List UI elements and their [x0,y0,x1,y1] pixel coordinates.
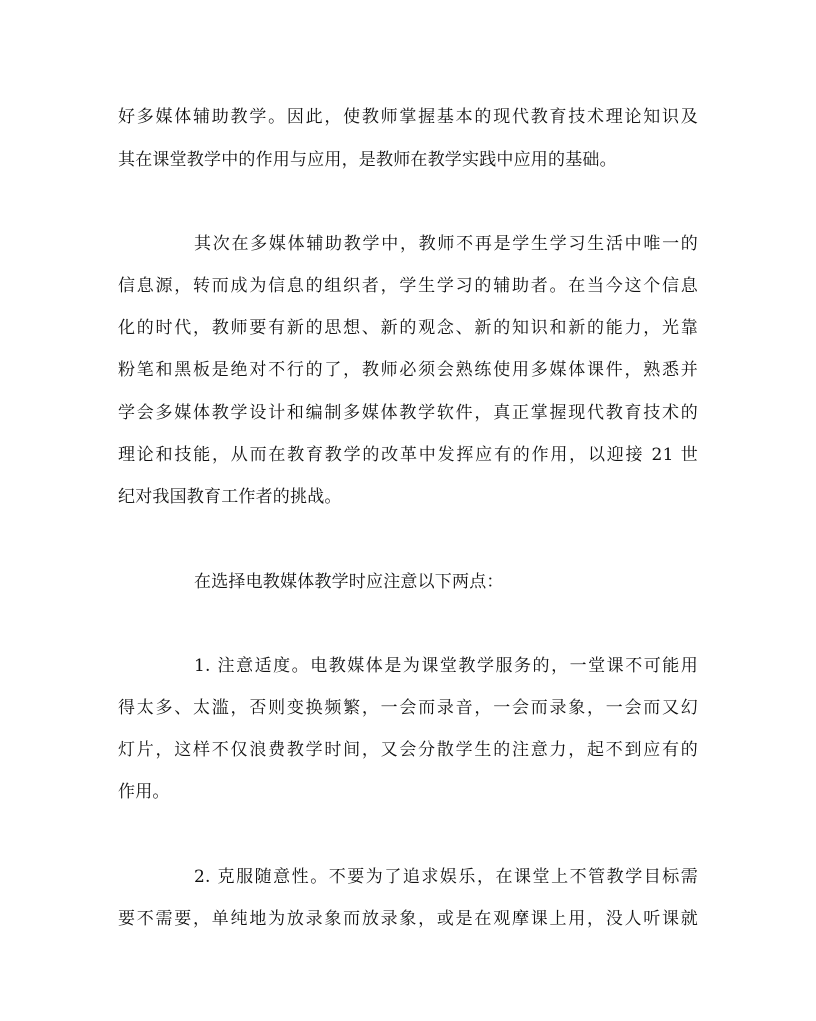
paragraph-4-line-1: 1. 注意适度。电教媒体是为课堂教学服务的，一堂课不可能用 [194,656,698,676]
paragraph-2-line-4: 粉笔和黑板是绝对不行的了，教师必须会熟练使用多媒体课件，熟悉并 [118,360,698,380]
paragraph-1-line-2: 其在课堂教学中的作用与应用，是教师在教学实践中应用的基础。 [118,150,617,170]
paragraph-2-line-2: 信息源，转而成为信息的组织者，学生学习的辅助者。在当今这个信息 [118,276,698,296]
paragraph-4-line-2: 得太多、太滥，否则变换频繁，一会而录音，一会而录象，一会而又幻 [118,698,698,718]
paragraph-3-line-1: 在选择电教媒体教学时应注意以下两点： [194,572,504,592]
paragraph-4-line-4: 作用。 [118,782,170,802]
paragraph-2-line-7: 纪对我国教育工作者的挑战。 [118,487,342,507]
paragraph-5-line-2: 要不需要，单纯地为放录象而放录象，或是在观摩课上用，没人听课就 [118,909,698,929]
paragraph-4-line-3: 灯片，这样不仅浪费教学时间，又会分散学生的注意力，起不到应有的 [118,740,698,760]
paragraph-2-line-5: 学会多媒体教学设计和编制多媒体教学软件，真正掌握现代教育技术的 [118,403,698,423]
paragraph-5-line-1: 2. 克服随意性。不要为了追求娱乐，在课堂上不管教学目标需 [194,867,698,887]
paragraph-2-line-1: 其次在多媒体辅助教学中，教师不再是学生学习生活中唯一的 [194,234,698,254]
paragraph-1-line-1: 好多媒体辅助教学。因此，使教师掌握基本的现代教育技术理论知识及 [118,107,698,127]
paragraph-2-line-6: 理论和技能，从而在教育教学的改革中发挥应有的作用，以迎接 21 世 [118,445,698,465]
paragraph-2-line-3: 化的时代，教师要有新的思想、新的观念、新的知识和新的能力，光靠 [118,318,698,338]
